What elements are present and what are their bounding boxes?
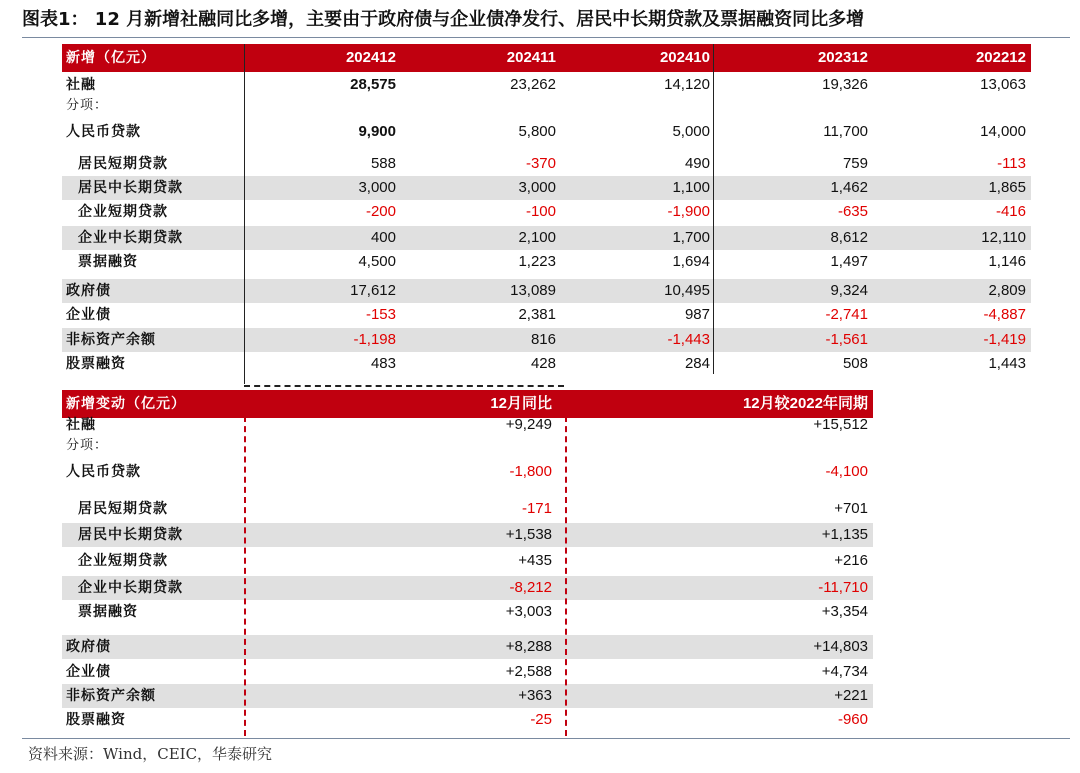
table2-header-col: 12月同比 xyxy=(490,395,552,412)
row-label: 企业中长期贷款 xyxy=(78,230,183,246)
row-value: 3,000 xyxy=(518,179,556,196)
row-label: 政府债 xyxy=(66,283,111,299)
row-label: 非标资产余额 xyxy=(66,332,156,348)
row-value: -1,561 xyxy=(825,331,868,348)
row-value: 13,063 xyxy=(980,76,1026,93)
table2-row-bill-financing xyxy=(62,600,873,624)
row-value: 23,262 xyxy=(510,76,556,93)
row-label: 企业短期贷款 xyxy=(78,553,168,569)
row-value: +363 xyxy=(518,687,552,704)
row-value: 588 xyxy=(370,155,396,172)
row-value: -416 xyxy=(995,203,1026,220)
row-value: -1,419 xyxy=(983,331,1026,348)
row-label: 人民币贷款 xyxy=(66,124,141,140)
row-label: 票据融资 xyxy=(78,254,138,270)
row-value: -4,887 xyxy=(983,306,1026,323)
row-label: 票据融资 xyxy=(78,604,138,620)
row-value: -1,198 xyxy=(353,331,396,348)
table-separator xyxy=(244,385,564,387)
row-value: -4,100 xyxy=(825,463,868,480)
source-note: 资料来源：Wind，CEIC，华泰研究 xyxy=(28,745,273,763)
row-value: 17,612 xyxy=(350,282,396,299)
row-value: -635 xyxy=(837,203,868,220)
row-label: 社融 xyxy=(66,417,96,433)
row-value: 28,575 xyxy=(350,76,396,93)
row-value: -370 xyxy=(525,155,556,172)
table1-row-government-bonds xyxy=(62,279,1031,303)
table2-row-rmb-loans xyxy=(62,460,873,484)
row-value: -100 xyxy=(525,203,556,220)
row-value: +3,354 xyxy=(821,603,868,620)
row-value: 759 xyxy=(842,155,868,172)
row-value: -1,443 xyxy=(667,331,710,348)
row-value: 13,089 xyxy=(510,282,556,299)
row-value: +221 xyxy=(834,687,868,704)
row-label: 居民短期贷款 xyxy=(78,501,168,517)
table2-row-nonstandard xyxy=(62,684,873,708)
row-value: 1,146 xyxy=(988,253,1026,270)
table2-header-label: 新增变动（亿元） xyxy=(66,396,186,412)
row-label: 政府债 xyxy=(66,639,111,655)
row-value: 2,100 xyxy=(518,229,556,246)
row-value: 483 xyxy=(370,355,396,372)
bottom-rule xyxy=(22,738,1070,739)
row-value: 19,326 xyxy=(822,76,868,93)
table2-row-corporate-bonds xyxy=(62,660,873,684)
row-value: -153 xyxy=(365,306,396,323)
table1-divider xyxy=(244,44,245,384)
row-value: +1,538 xyxy=(505,526,552,543)
row-label: 社融 xyxy=(66,77,96,93)
table1-row-social-financing xyxy=(62,73,1031,97)
row-value: +4,734 xyxy=(821,663,868,680)
table1-row-equity xyxy=(62,352,1031,376)
row-value: 816 xyxy=(530,331,556,348)
row-value: 1,462 xyxy=(830,179,868,196)
table1-row-household-short xyxy=(62,152,1031,176)
row-label: 分项： xyxy=(66,438,109,453)
row-value: 508 xyxy=(842,355,868,372)
row-value: -1,900 xyxy=(667,203,710,220)
row-value: 428 xyxy=(530,355,556,372)
row-value: +14,803 xyxy=(813,638,868,655)
table1-divider xyxy=(713,44,714,374)
row-value: 1,865 xyxy=(988,179,1026,196)
table2-row-corporate-short xyxy=(62,549,873,573)
row-value: -8,212 xyxy=(509,579,552,596)
row-value: -113 xyxy=(997,155,1026,172)
row-value: 14,000 xyxy=(980,123,1026,140)
table1-row-corporate-bonds xyxy=(62,303,1031,327)
row-value: -171 xyxy=(521,500,552,517)
row-value: 490 xyxy=(684,155,710,172)
row-value: 1,100 xyxy=(672,179,710,196)
row-value: 284 xyxy=(684,355,710,372)
row-label: 居民中长期贷款 xyxy=(78,180,183,196)
row-label: 企业债 xyxy=(66,664,111,680)
row-value: 10,495 xyxy=(664,282,710,299)
table2-row-corporate-long xyxy=(62,576,873,600)
row-value: 1,443 xyxy=(988,355,1026,372)
row-value: -200 xyxy=(365,203,396,220)
row-value: 5,800 xyxy=(518,123,556,140)
row-value: +9,249 xyxy=(505,416,552,433)
row-label: 居民中长期贷款 xyxy=(78,527,183,543)
row-value: 987 xyxy=(684,306,710,323)
table2-divider xyxy=(244,416,246,736)
row-value: -1,800 xyxy=(509,463,552,480)
table2-row-government-bonds xyxy=(62,635,873,659)
table1-header-col: 202411 xyxy=(506,49,556,66)
row-value: 11,700 xyxy=(823,123,868,140)
table1-row-corporate-short xyxy=(62,200,1031,224)
table1-header-col: 202312 xyxy=(817,49,868,66)
table2-row-equity xyxy=(62,708,873,732)
row-value: 2,809 xyxy=(988,282,1026,299)
row-value: 9,324 xyxy=(830,282,868,299)
row-value: +435 xyxy=(518,552,552,569)
table1-header xyxy=(62,44,1031,72)
row-value: 1,223 xyxy=(518,253,556,270)
row-value: 8,612 xyxy=(830,229,868,246)
row-value: +2,588 xyxy=(505,663,552,680)
row-value: -25 xyxy=(530,711,552,728)
row-value: -2,741 xyxy=(825,306,868,323)
row-value: 1,497 xyxy=(830,253,868,270)
table2-row-social-financing xyxy=(62,414,873,436)
table1-row-bill-financing xyxy=(62,250,1031,274)
table1-header-col: 202412 xyxy=(345,49,396,66)
table1-row-household-long xyxy=(62,176,1031,200)
table2-row-breakdown xyxy=(62,435,873,457)
row-value: +3,003 xyxy=(505,603,552,620)
table1-row-rmb-loans xyxy=(62,120,1031,144)
table1-header-col: 202212 xyxy=(975,49,1026,66)
row-value: 4,500 xyxy=(358,253,396,270)
row-value: -11,710 xyxy=(818,579,868,596)
table1-header-col: 202410 xyxy=(659,49,710,66)
row-value: 5,000 xyxy=(672,123,710,140)
row-value: 2,381 xyxy=(518,306,556,323)
row-value: +1,135 xyxy=(821,526,868,543)
table2-row-household-short xyxy=(62,497,873,521)
table1-row-corporate-long xyxy=(62,226,1031,250)
row-label: 居民短期贷款 xyxy=(78,156,168,172)
row-label: 股票融资 xyxy=(66,712,126,728)
row-label: 非标资产余额 xyxy=(66,688,156,704)
table2-divider xyxy=(565,416,567,736)
row-label: 人民币贷款 xyxy=(66,464,141,480)
row-value: 400 xyxy=(370,229,396,246)
figure-title: 图表1： 12 月新增社融同比多增，主要由于政府债与企业债净发行、居民中长期贷款及票据融资同比多增 xyxy=(22,9,865,30)
row-value: 12,110 xyxy=(981,229,1026,246)
table1-row-breakdown xyxy=(62,95,1031,117)
row-value: +216 xyxy=(834,552,868,569)
top-rule xyxy=(22,37,1070,38)
table1-header-label: 新增（亿元） xyxy=(66,50,156,66)
table2-header-col: 12月较2022年同期 xyxy=(742,395,868,412)
row-value: 3,000 xyxy=(358,179,396,196)
row-value: 14,120 xyxy=(664,76,710,93)
row-value: 9,900 xyxy=(358,123,396,140)
row-label: 企业债 xyxy=(66,307,111,323)
table1-row-nonstandard xyxy=(62,328,1031,352)
row-label: 企业短期贷款 xyxy=(78,204,168,220)
row-label: 分项： xyxy=(66,98,109,113)
table2-row-household-long xyxy=(62,523,873,547)
row-value: +15,512 xyxy=(813,416,868,433)
row-value: 1,700 xyxy=(672,229,710,246)
row-value: 1,694 xyxy=(672,253,710,270)
row-value: -960 xyxy=(837,711,868,728)
row-label: 股票融资 xyxy=(66,356,126,372)
row-label: 企业中长期贷款 xyxy=(78,580,183,596)
row-value: +701 xyxy=(834,500,868,517)
row-value: +8,288 xyxy=(505,638,552,655)
